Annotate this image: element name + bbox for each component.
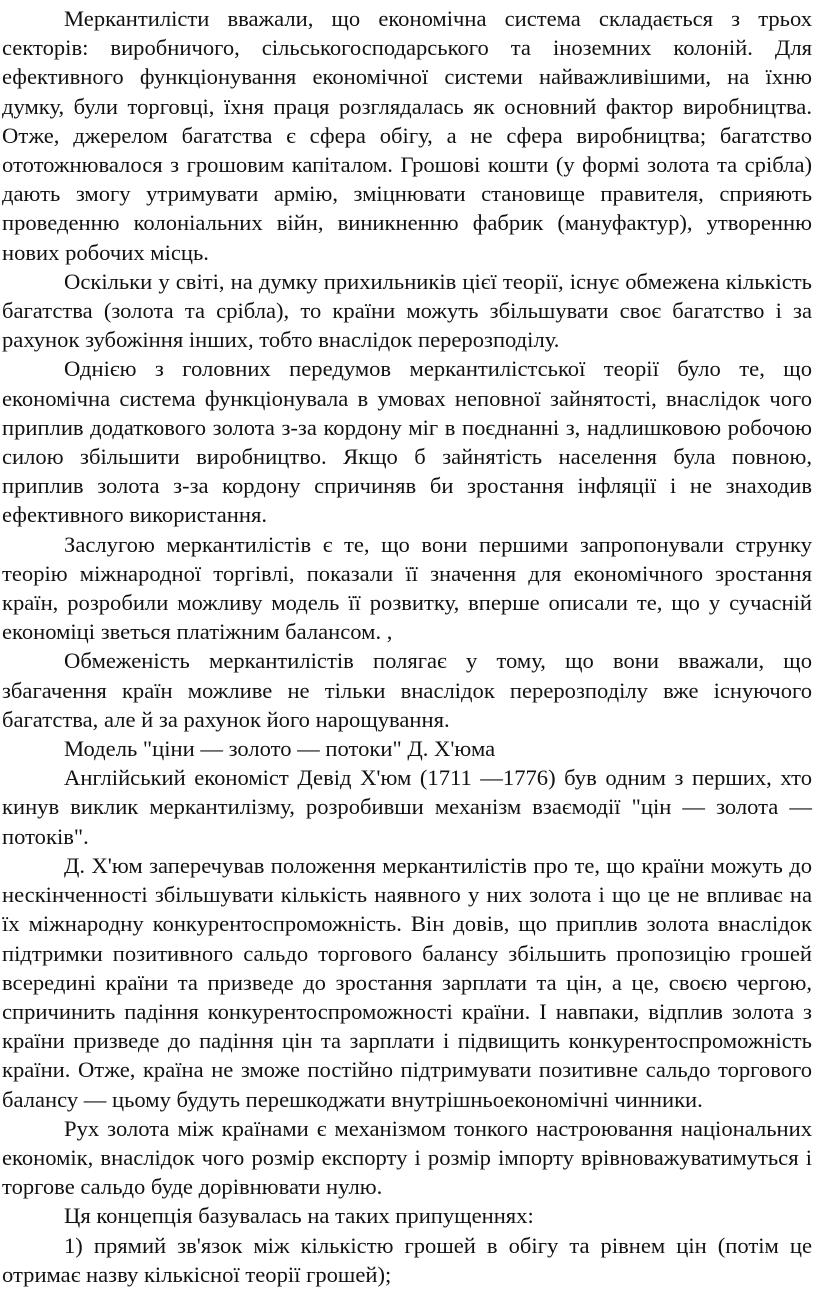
paragraph-hume-intro: Англійський економіст Девід Х'юм (1711 —1776) був одним з перших, хто кинув виклик меркантилізму, розробивши механізм взаємодії "цін — золота — потоків". <box>2 765 812 849</box>
paragraph-assumptions-intro: Ця концепція базувалась на таких припущеннях: <box>64 1203 534 1229</box>
paragraph-mercantilist-limitation: Обмеженість меркантилістів полягає у тому, що вони вважали, що збагачення країн можливе не тільки внаслідок перерозподілу вже існуючого багатства, але й за рахунок його нарощування. <box>2 648 812 732</box>
paragraph-mercantilist-sectors: Меркантилісти вважали, що економічна система складається з трьох секторів: виробничого, сільськогосподарського та іноземних колоній. Для ефективного функціонування економічної системи найважливішими, на їхню думку, були торговці, їхня праця розглядалась як основний фактор виробництва. Отже, джерелом багатства є сфера обігу, а не сфера виробництва; багатство ототожнювалося з грошовим капіталом. Грошові кошти (у формі золота та срібла) дають змогу утримувати армію, зміцнювати становище правителя, сприяють проведенню колоніальних війн, виникненню фабрик (мануфактур), утворенню нових робочих місць. <box>2 6 812 265</box>
section-heading-hume-model: Модель "ціни — золото — потоки" Д. Х'юма <box>64 736 496 762</box>
paragraph-mercantilist-merit: Заслугою меркантилістів є те, що вони першими запропонували струнку теорію міжнародної торгівлі, показали її значення для економічного зростання країн, розробили можливу модель її розвитку, вперше описали те, що у сучасній економіці зветься платіжним балансом. , <box>2 531 812 645</box>
paragraph-hume-argument: Д. Х'юм заперечував положення меркантилістів про те, що країни можуть до нескінченності збільшувати кількість наявного у них золота і що це не впливає на їх міжнародну конкурентоспроможність. Він довів, що приплив золота внаслідок підтримки позитивного сальдо торгового балансу збільшить пропозицію грошей всередині країни та призведе до зростання зарплати та цін, а це, своєю чергою, спричинить падіння конкурентоспроможності країни. І навпаки, відплив золота з країни призведе до падіння цін та зарплати і підвищить конкурентоспроможність країни. Отже, країна не зможе постійно підтримувати позитивне сальдо торгового балансу — цьому будуть перешкоджати внутрішньоекономічні чинники. <box>2 852 812 1112</box>
list-item-assumption-1: 1) прямий зв'язок між кількістю грошей в обігу та рівнем цін (потім це отримає назву кількісної теорії грошей); <box>2 1232 812 1287</box>
paragraph-limited-wealth: Оскільки у світі, на думку прихильників цієї теорії, існує обмежена кількість багатства (золота та срібла), то країни можуть збільшувати своє багатство і за рахунок зубожіння інших, тобто внаслідок перерозподілу. <box>2 268 812 353</box>
paragraph-gold-movement: Рух золота між країнами є механізмом тонкого настроювання національних економік, внаслідок чого розмір експорту і розмір імпорту врівноважуватимуться і торгове сальдо буде дорівнювати нулю. <box>2 1115 812 1200</box>
paragraph-incomplete-employment: Однією з головних передумов меркантилістської теорії було те, що економічна система функціонувала в умовах неповної зайнятості, внаслідок чого приплив додаткового золота з-за кордону міг в поєднанні з, надлишковою робочою силою збільшити виробництво. Якщо б зайнятість населення була повною, приплив золота з-за кордону спричиняв би зростання інфляції і не знаходив ефективного використання. <box>2 356 812 528</box>
